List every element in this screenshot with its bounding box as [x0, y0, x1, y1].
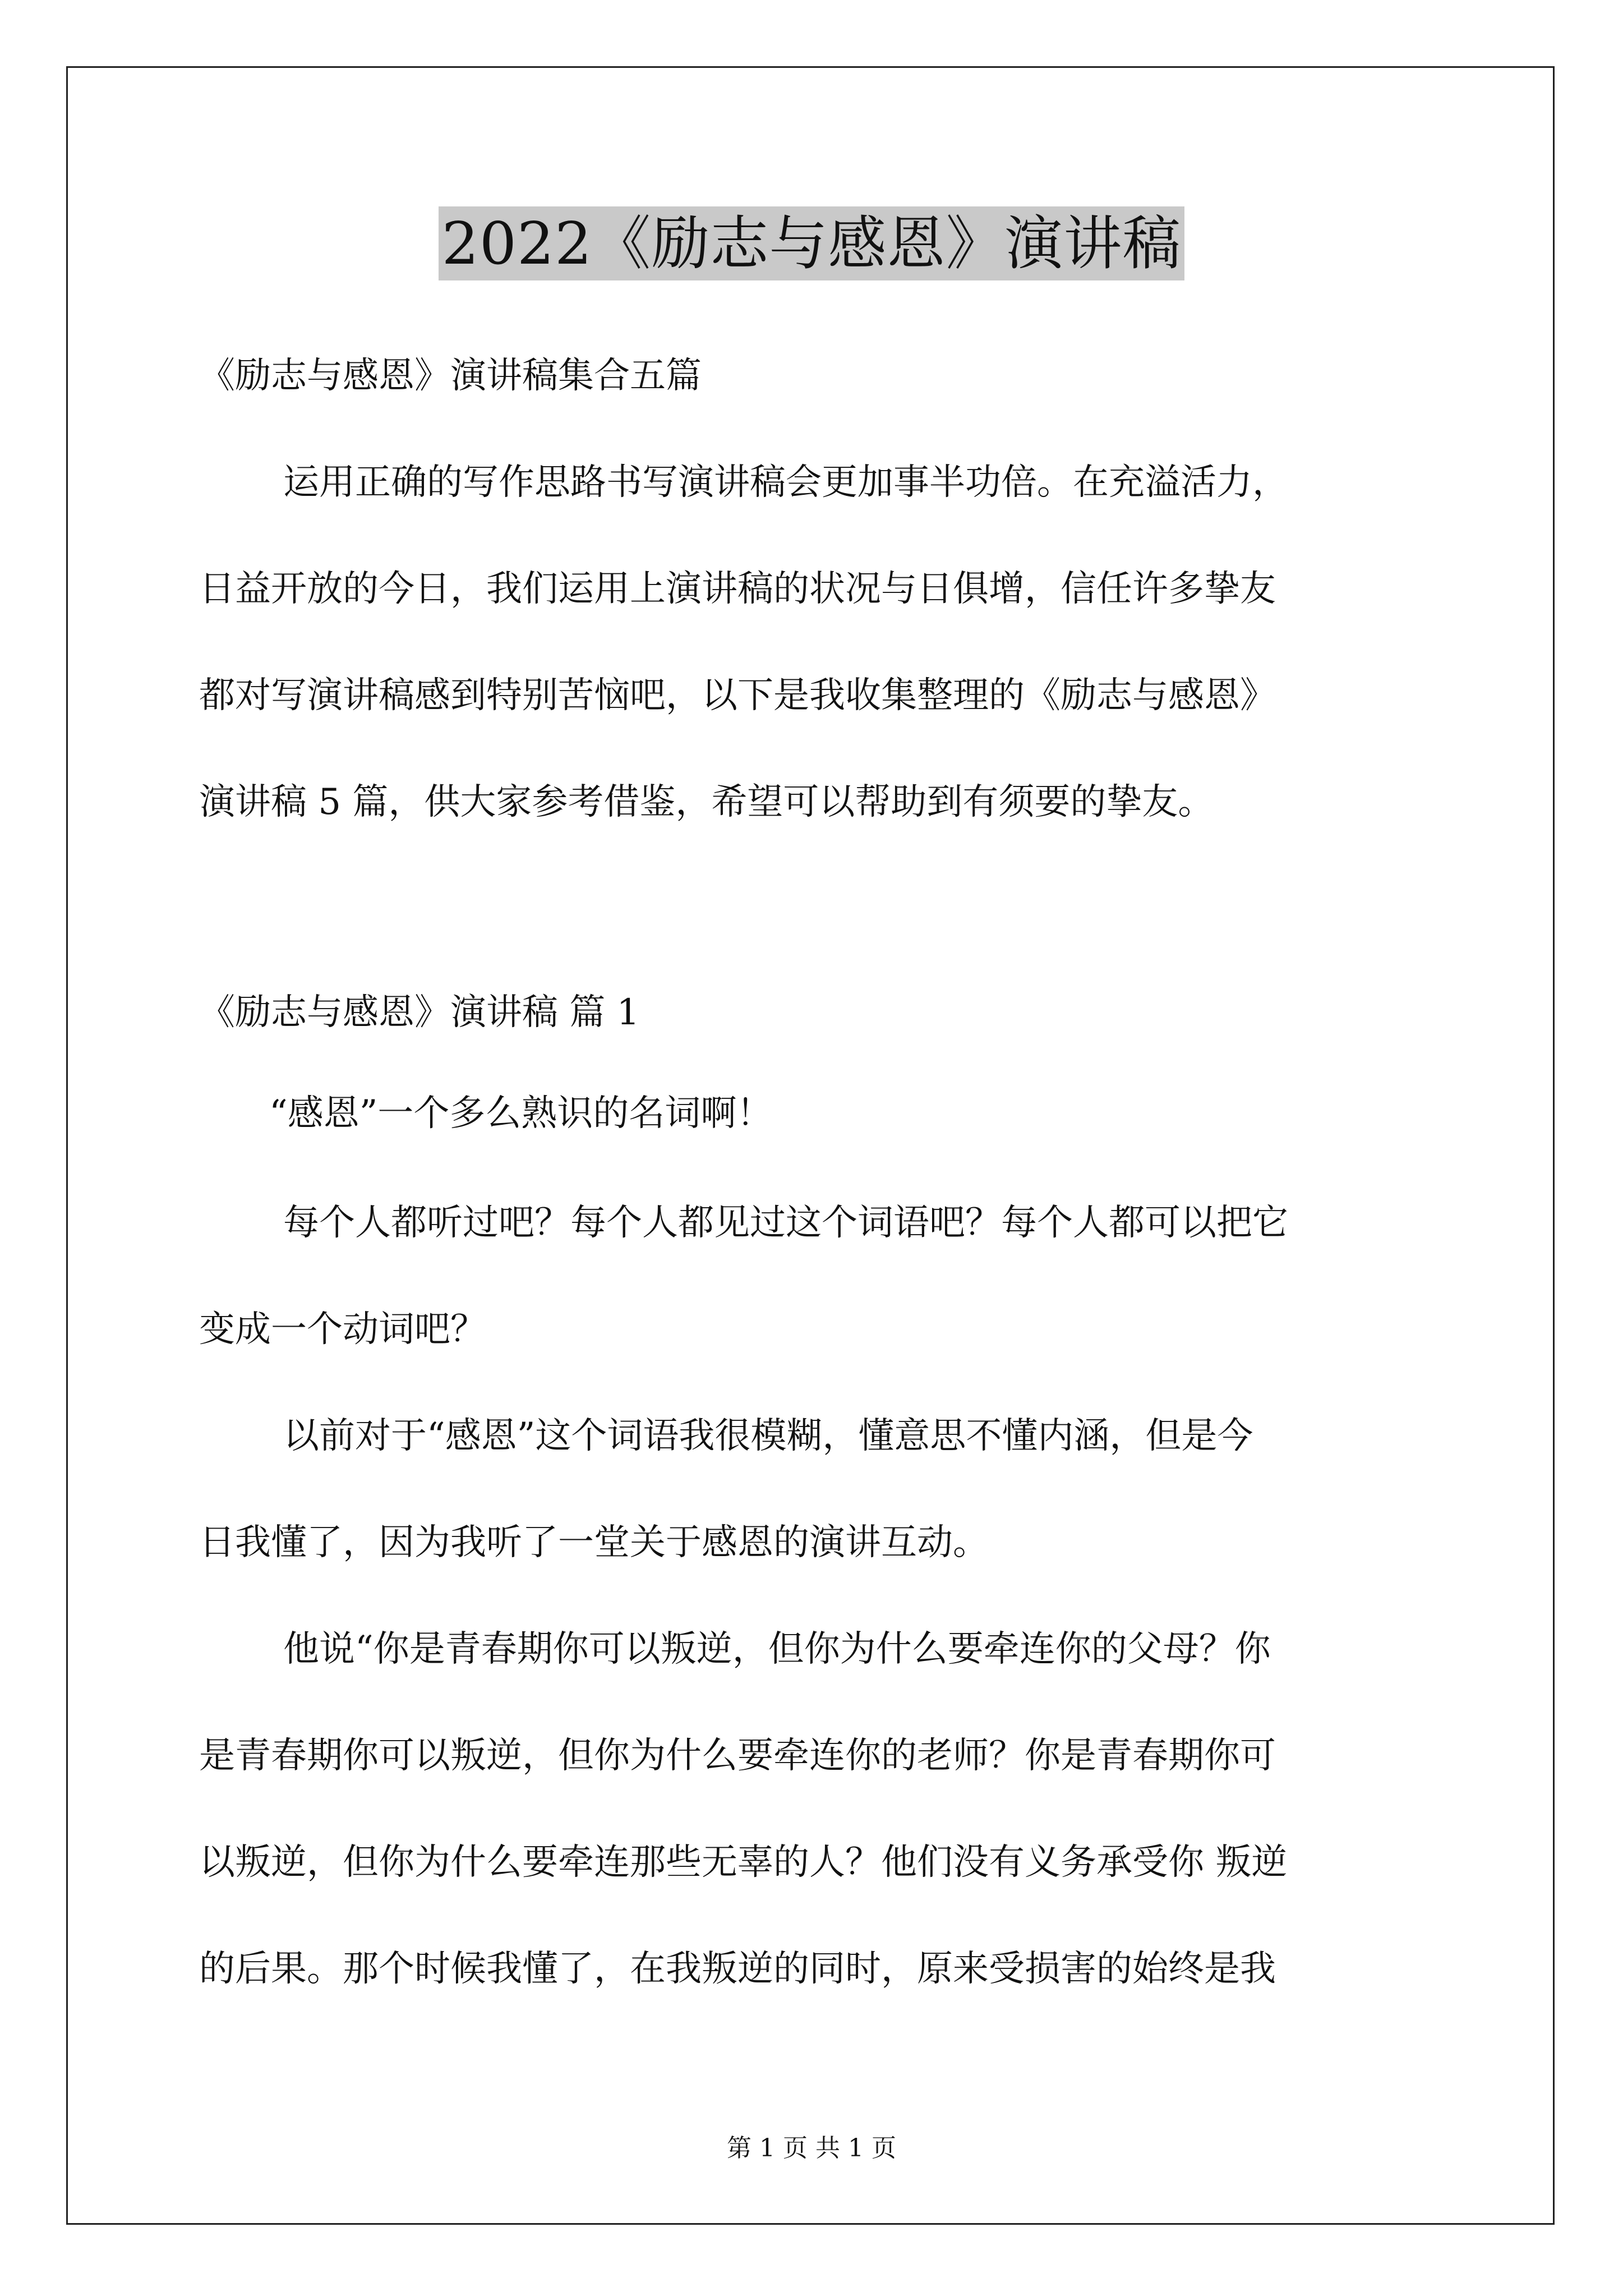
document-title — [0, 206, 1623, 280]
intro-paragraph-line: 运用正确的写作思路书写演讲稿会更加事半功倍。在充溢活力， — [283, 462, 1288, 503]
document-title-text: 2022《励志与感恩》演讲稿 — [439, 206, 1185, 280]
intro-paragraph-line: 都对写演讲稿感到特别苦恼吧，以下是我收集整理的《励志与感恩》 — [199, 675, 1276, 716]
intro-paragraph-line: 日益开放的今日，我们运用上演讲稿的状况与日俱增，信任许多挚友 — [199, 568, 1276, 610]
page-number-footer: 第 1 页 共 1 页 — [727, 2134, 896, 2162]
intro-paragraph-line: 演讲稿 5 篇，供大家参考借鉴，希望可以帮助到有须要的挚友。 — [199, 781, 1214, 823]
body-paragraph-line: “感恩”一个多么熟识的名词啊！ — [269, 1093, 773, 1134]
body-paragraph-line: 每个人都听过吧？每个人都见过这个词语吧？每个人都可以把它 — [283, 1202, 1288, 1244]
body-paragraph-line: 的后果。那个时候我懂了，在我叛逆的同时，原来受损害的始终是我 — [199, 1948, 1276, 1990]
section-heading: 《励志与感恩》演讲稿 篇 1 — [199, 992, 640, 1033]
document-subtitle: 《励志与感恩》演讲稿集合五篇 — [199, 355, 702, 397]
body-paragraph-line: 是青春期你可以叛逆，但你为什么要牵连你的老师？你是青春期你可 — [199, 1735, 1276, 1777]
body-paragraph-line: 以叛逆，但你为什么要牵连那些无辜的人？他们没有义务承受你 叛逆 — [199, 1842, 1288, 1883]
body-paragraph-line: 变成一个动词吧？ — [199, 1309, 486, 1350]
body-paragraph-line: 以前对于“感恩”这个词语我很模糊，懂意思不懂内涵，但是今 — [283, 1415, 1253, 1457]
body-paragraph-line: 日我懂了，因为我听了一堂关于感恩的演讲互动。 — [199, 1522, 989, 1563]
body-paragraph-line: 他说“你是青春期你可以叛逆，但你为什么要牵连你的父母？你 — [283, 1628, 1271, 1670]
